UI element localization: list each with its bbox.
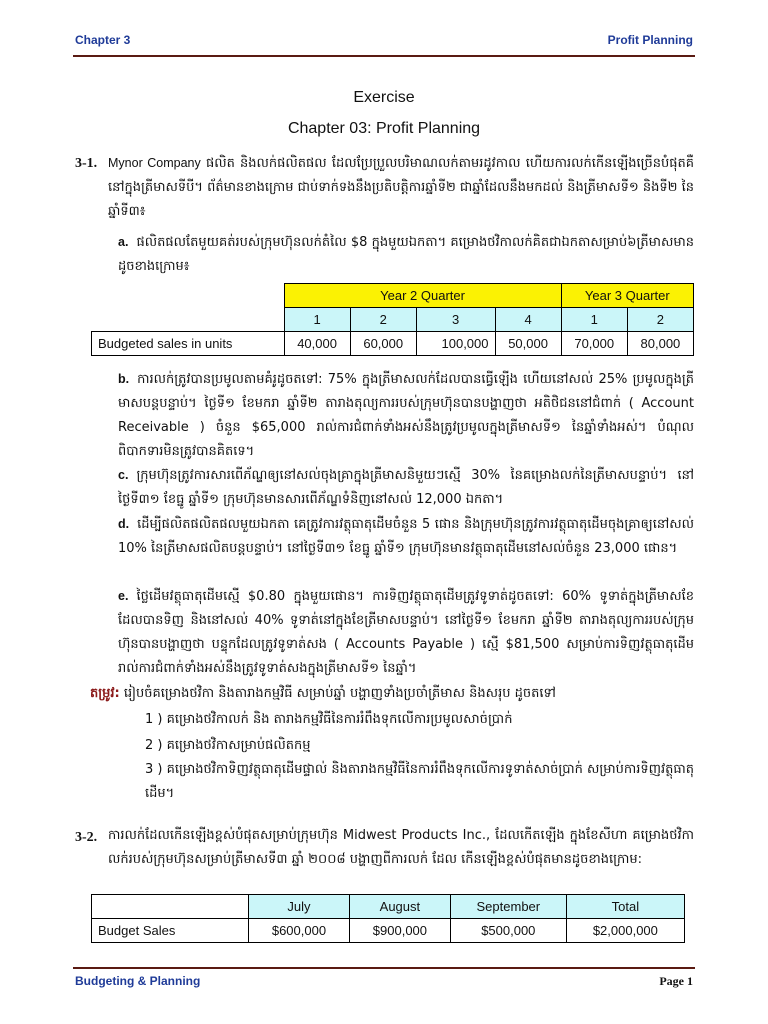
value-cell: 40,000 <box>284 332 350 356</box>
item-b-label: b. <box>118 372 130 386</box>
value-cell: 60,000 <box>350 332 416 356</box>
value-cell: $900,000 <box>349 919 450 943</box>
item-a-label: a. <box>118 235 129 249</box>
row-label: Budgeted sales in units <box>92 332 285 356</box>
chapter-label: Chapter 3 <box>75 33 131 47</box>
footer-course: Budgeting & Planning <box>75 974 201 988</box>
item-b-text: ការលក់ត្រូវបានប្រមូលតាមគំរូដូចតទៅ: 75% ក្នុងត្រីមាសលក់ដែលបានធ្វើឡើង ហើយនៅសល់ 25% ប្រមូលក្នុងត្រីមាសបន្តបន្ទាប់។ ថ្ងៃទី១ ខែមករា ឆ្នាំទី២ តារាងតុល្យការរបស់ក្រុមហ៊ុនបានបង្ហាញថា អតិថិជននៅជំពាក់ ( Account Receivable ) ចំនួន $65,000 រាល់ការជំពាក់ទាំងអស់នឹងត្រូវប្រមូលក្នុងត្រីមាសទី១ នៃឆ្នាំទាំងអស់។ បំណុលពិបាកទារមិនត្រូវបានគិតទេ។ <box>118 372 694 459</box>
item-b <box>118 367 694 464</box>
monthly-sales-table <box>91 894 685 943</box>
page-number: Page 1 <box>659 974 693 988</box>
exercise-number-3-1: 3-1. <box>75 156 98 171</box>
item-d <box>118 512 694 561</box>
item-c-text: ក្រុមហ៊ុនត្រូវការសារពើភ័ណ្ឌឲ្យនៅសល់ចុងគ្រាក្នុងត្រីមាសនិមួយៗស្មើ 30% នៃគម្រោងលក់នៃត្រីមាសបន្ទាប់។ នៅថ្ងៃទី៣១ ខែធ្នូ ឆ្នាំទី១ ក្រុមហ៊ុនមានសារពើភ័ណ្ឌទំនិញនៅសល់ 12,000 ឯកតា។ <box>118 468 694 507</box>
value-cell: 80,000 <box>627 332 693 356</box>
quarterly-sales-table <box>91 283 694 356</box>
total-header: Total <box>566 895 684 919</box>
item-c-label: c. <box>118 468 129 482</box>
table-header-year2: Year 2 Quarter <box>284 284 561 308</box>
footer-rule <box>73 967 695 969</box>
exercise-3-1-intro <box>108 151 694 224</box>
topic-label: Profit Planning <box>607 33 693 47</box>
company-name: Mynor Company <box>108 156 201 170</box>
month-header: August <box>349 895 450 919</box>
item-a <box>118 230 694 279</box>
table-row <box>92 332 694 356</box>
item-d-label: d. <box>118 517 130 531</box>
item-e-text: ថ្លៃដើមវត្ថុធាតុដើមស្មើ $0.80 ក្នុងមួយផោន។ ការទិញវត្ថុធាតុដើមត្រូវទូទាត់ដូចតទៅ: 60% ទូទាត់ក្នុងត្រីមាសខែដែលបានទិញ និងនៅសល់ 40% ទូទាត់នៅក្នុងខែត្រីមាសបន្ទាប់។ នៅថ្ងៃទី១ ខែមករា ឆ្នាំទី២ តារាងតុល្យការរបស់ក្រុមហ៊ុនបានបង្ហាញថា បន្ទុកដែលត្រូវទូទាត់សង ( Accounts Payable ) ស្មើ $81,500 សម្រាប់ការទិញវត្ថុធាតុដើម រាល់ការជំពាក់ទាំងអស់នឹងត្រូវទូទាត់សងក្នុងត្រីមាសទី១ នៃឆ្នាំ។ <box>118 589 694 676</box>
value-cell: 70,000 <box>561 332 627 356</box>
requirements-text: រៀបចំគម្រោងថវិកា និងតារាងកម្មវិធី សម្រាប់ឆ្នាំ បង្ហាញទាំងប្រចាំត្រីមាស និងសរុប ដូចតទៅ <box>123 686 556 701</box>
quarter-cell: 2 <box>350 308 416 332</box>
exercise-title: Exercise <box>353 89 415 106</box>
value-cell: $500,000 <box>450 919 566 943</box>
header-rule <box>73 55 695 57</box>
table-row <box>92 919 685 943</box>
chapter-title: Chapter 03: Profit Planning <box>287 120 481 137</box>
row-label: Budget Sales <box>92 919 249 943</box>
table-header-year3: Year 3 Quarter <box>561 284 693 308</box>
list-item: 3 ) គម្រោងថវិកាទិញវត្ថុធាតុដើមផ្ទាល់ និងតារាងកម្មវិធីនៃការរំពឹងទុកលើការទូទាត់សាច់ប្រាក់ សម្រាប់ការទិញវត្ថុធាតុដើម។ <box>145 762 694 801</box>
requirements <box>90 682 694 706</box>
item-d-text: ដើម្បីផលិតផលិតផលមួយឯកតា គេត្រូវការវត្ថុធាតុដើមចំនួន 5 ផោន និងក្រុមហ៊ុនត្រូវការវត្ថុធាតុដើមចុងគ្រាឲ្យនៅសល់ 10% នៃត្រីមាសផលិតបន្តបន្ទាប់។ នៅថ្ងៃទី៣១ ខែធ្នូ ឆ្នាំទី១ ក្រុមហ៊ុនមានវត្ថុធាតុដើមនៅសល់ចំនួន 23,000 ផោន។ <box>118 517 694 556</box>
quarter-cell: 3 <box>416 308 495 332</box>
quarter-cell: 2 <box>627 308 693 332</box>
exercise-3-2-text: ការលក់ដែលកើនឡើងខ្ពស់បំផុតសម្រាប់ក្រុមហ៊ុន Midwest Products Inc., ដែលកើតឡើង ក្នុងខែសីហា គម្រោងថវិកាលក់របស់ក្រុមហ៊ុនសម្រាប់ត្រីមាសទី៣ ឆ្នាំ ២០០៨ បង្ហាញពីការលក់ ដែល កើនឡើងខ្ពស់បំផុតមានដូចខាងក្រោម: <box>108 828 694 867</box>
value-cell: 100,000 <box>416 332 495 356</box>
list-item: 1 ) គម្រោងថវិកាលក់ និង តារាងកម្មវិធីនៃការរំពឹងទុកលើការប្រមូលសាច់ប្រាក់ <box>145 712 513 727</box>
month-header: September <box>450 895 566 919</box>
quarter-cell: 4 <box>495 308 561 332</box>
value-cell: $600,000 <box>249 919 350 943</box>
requirements-label: តម្រូវ: <box>90 686 120 701</box>
list-item: 2 ) គម្រោងថវិកាសម្រាប់ផលិតកម្ម <box>145 738 311 753</box>
exercise-number-3-2: 3-2. <box>75 830 98 845</box>
intro-text: ផលិត និងលក់ផលិតផល ដែលប្រែប្រួលបរិមាណលក់តាមរដូវកាល ហើយការលក់កើនឡើងច្រើនបំផុតគឺនៅក្នុងត្រីមាសទីបី។ ព័ត៌មានខាងក្រោម ជាប់ទាក់ទងនឹងប្រតិបត្តិការឆ្នាំទី២ ជាឆ្នាំដែលនឹងមកដល់ និងត្រីមាសទី១ និងទី២ នៃឆ្នាំទី៣៖ <box>108 156 694 219</box>
item-c <box>118 463 694 512</box>
value-cell: 50,000 <box>495 332 561 356</box>
item-a-text: ផលិតផលតែមួយគត់របស់ក្រុមហ៊ុនលក់តំលៃ $8 ក្នុងមួយឯកតា។ គម្រោងថវិកាលក់គិតជាឯកតាសម្រាប់៦ត្រីមាសមានដូចខាងក្រោម៖ <box>118 235 694 274</box>
item-e-label: e. <box>118 589 129 603</box>
quarter-cell: 1 <box>284 308 350 332</box>
month-header: July <box>249 895 350 919</box>
quarter-cell: 1 <box>561 308 627 332</box>
item-e <box>118 584 694 681</box>
value-cell: $2,000,000 <box>566 919 684 943</box>
